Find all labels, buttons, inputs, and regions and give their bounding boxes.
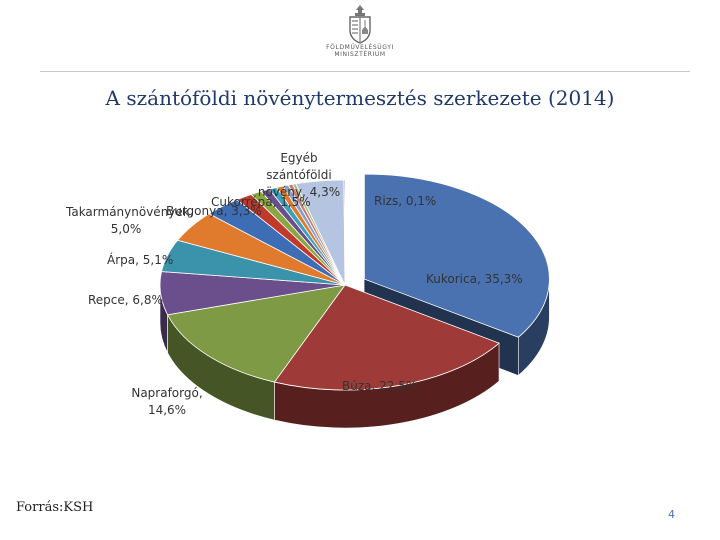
chart-title: A szántóföldi növénytermesztés szerkezete (2014) xyxy=(105,86,615,110)
slice-label-cukorrepa: Cukorrépa, 1,5% xyxy=(211,195,311,209)
slice-label-egyeb xyxy=(252,150,346,201)
slice-label-egyeb-text: Egyéb szántóföldi növény, 4,3% xyxy=(257,151,341,199)
source-note: Forrás:KSH xyxy=(16,500,94,515)
slice-label-buza: Búza, 22,5% xyxy=(342,379,418,393)
slice-label-burgonya: Burgonya, 3,3% xyxy=(166,204,262,218)
ministry-name-line2: MINISZTÉRIUM xyxy=(334,51,386,58)
slice-label-takarmany-text: Takarmánynövények, 5,0% xyxy=(66,205,194,236)
slice-label-napraforgo xyxy=(126,385,208,419)
slice-label-napraforgo-text: Napraforgó, 14,6% xyxy=(131,386,203,417)
ministry-name-line1: FÖLDMŰVELÉSÜGYI xyxy=(326,44,394,51)
page-number: 4 xyxy=(668,508,675,521)
slice-label-repce: Repce, 6,8% xyxy=(88,293,163,307)
slice-label-arpa: Árpa, 5,1% xyxy=(107,253,174,267)
slice-label-rizs: Rizs, 0,1% xyxy=(374,194,437,208)
slice-label-kukorica: Kukorica, 35,3% xyxy=(426,272,523,286)
